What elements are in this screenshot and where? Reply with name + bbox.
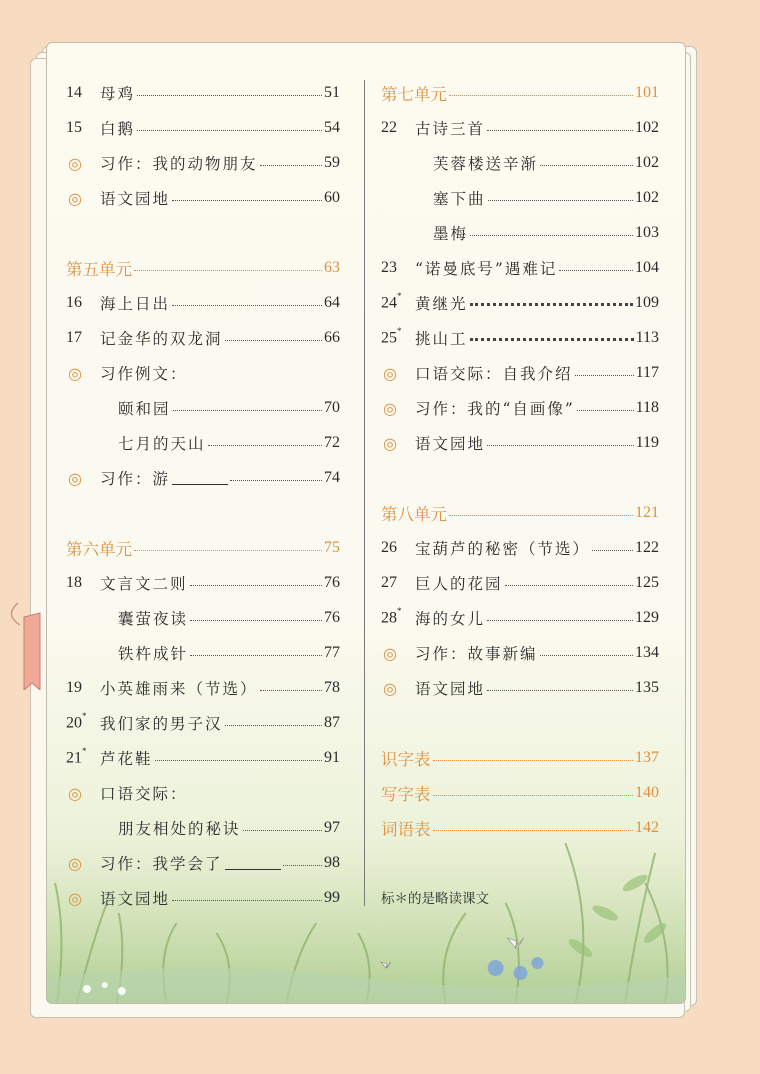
toc-entry[interactable]	[66, 465, 340, 491]
entry-title: 我们家的男子汉	[100, 715, 223, 733]
toc-entry[interactable]	[381, 185, 659, 211]
page-number: 51	[324, 84, 340, 101]
dot-leader	[208, 436, 322, 446]
skim-reading-star: *	[82, 746, 87, 757]
toc-unit-heading[interactable]	[381, 745, 659, 771]
dot-leader	[540, 646, 633, 656]
lesson-number-text: 17	[66, 329, 82, 346]
entry-title: 口语交际：	[100, 785, 188, 803]
skim-reading-star: *	[397, 326, 402, 337]
page-number: 103	[635, 224, 659, 241]
dot-leader	[487, 611, 633, 621]
toc-unit-heading[interactable]	[66, 535, 340, 561]
toc-entry[interactable]	[66, 780, 340, 806]
bullet-icon: ◎	[383, 678, 397, 698]
dot-leader	[155, 751, 322, 761]
toc-unit-heading[interactable]	[381, 815, 659, 841]
entry-title: 语文园地	[415, 435, 486, 453]
page-number: 135	[635, 679, 659, 696]
toc-entry[interactable]	[381, 640, 659, 666]
page-number: 119	[635, 434, 659, 451]
page-number: 121	[635, 504, 659, 521]
page-number: 142	[635, 819, 659, 836]
entry-title: 黄继光	[415, 295, 468, 313]
page-number: 91	[324, 749, 340, 766]
lesson-number-text: 23	[381, 259, 397, 276]
lesson-number-text: 27	[381, 574, 397, 591]
dot-leader	[137, 86, 322, 96]
entry-title: 第六单元	[66, 540, 132, 559]
lesson-number	[381, 574, 415, 592]
dot-leader	[470, 226, 633, 236]
entry-title: 第五单元	[66, 260, 132, 279]
page-number: 70	[324, 399, 340, 416]
page-number: 117	[635, 364, 659, 381]
toc-entry[interactable]	[381, 115, 659, 141]
entry-title: 小英雄雨来（节选）	[100, 680, 258, 698]
toc-unit-heading[interactable]	[381, 80, 659, 106]
dot-leader	[577, 401, 634, 411]
dot-leader	[487, 121, 633, 131]
bullet-icon: ◎	[383, 643, 397, 663]
page-number: 75	[324, 539, 340, 556]
page-number: 129	[635, 609, 659, 626]
entry-title: 习作：故事新编	[415, 645, 538, 663]
bullet-icon: ◎	[68, 783, 82, 803]
page-number: 101	[635, 84, 659, 101]
toc-entry[interactable]	[66, 675, 340, 701]
toc-entry[interactable]	[66, 80, 340, 106]
lesson-number-text: 26	[381, 539, 397, 556]
entry-title: 语文园地	[100, 190, 171, 208]
page-number: 140	[635, 784, 659, 801]
toc-entry[interactable]	[66, 115, 340, 141]
toc-entry[interactable]	[66, 640, 340, 666]
bullet-icon: ◎	[383, 398, 397, 418]
lesson-number	[66, 84, 100, 102]
toc-unit-heading[interactable]	[381, 500, 659, 526]
toc-entry[interactable]	[66, 570, 340, 596]
page-number: 102	[635, 154, 659, 171]
dot-leader	[260, 156, 322, 166]
entry-title: 识字表	[381, 750, 431, 769]
toc-unit-heading[interactable]	[66, 255, 340, 281]
page-number: 109	[635, 294, 659, 311]
toc-entry[interactable]	[381, 535, 659, 561]
page-number: 122	[635, 539, 659, 556]
toc-entry[interactable]	[66, 395, 340, 421]
lesson-number-text: 16	[66, 294, 82, 311]
bookmark-tag-icon	[10, 595, 50, 690]
entry-title: 第七单元	[381, 85, 447, 104]
lesson-number	[66, 679, 100, 697]
dot-leader	[134, 261, 322, 271]
toc-entry[interactable]	[381, 150, 659, 176]
dot-leader	[559, 261, 633, 271]
lesson-number-text: 21	[66, 749, 82, 767]
page-number: 137	[635, 749, 659, 766]
entry-title: 白鹅	[100, 120, 136, 138]
bullet-icon: ◎	[68, 363, 82, 383]
entry-title: 塞下曲	[433, 190, 486, 208]
lesson-number-text: 28	[381, 609, 397, 627]
page-number: 77	[324, 644, 340, 661]
entry-title: 词语表	[381, 820, 431, 839]
dot-leader	[449, 506, 633, 516]
toc-entry[interactable]	[381, 290, 659, 316]
page-number: 104	[635, 259, 659, 276]
toc-entry[interactable]	[381, 605, 659, 631]
page-number: 74	[324, 469, 340, 486]
dot-leader	[433, 786, 634, 796]
lesson-number	[66, 713, 100, 732]
lesson-number	[381, 119, 415, 137]
bullet-icon: ◎	[68, 188, 82, 208]
dot-leader	[225, 716, 322, 726]
dot-leader	[283, 856, 322, 866]
dot-leader	[433, 751, 634, 761]
entry-title: 写字表	[381, 785, 431, 804]
page-number: 98	[324, 854, 340, 871]
toc-entry[interactable]	[66, 360, 340, 386]
toc-entry[interactable]	[381, 570, 659, 596]
dot-leader	[190, 576, 322, 586]
entry-title: 文言文二则	[100, 575, 188, 593]
lesson-number-text: 14	[66, 84, 82, 101]
entry-title: 囊萤夜读	[118, 610, 189, 628]
entry-title: 记金华的双龙洞	[100, 330, 223, 348]
footnote: 标＊的是略读课文	[381, 891, 489, 907]
page-number: 63	[324, 259, 340, 276]
lesson-number	[66, 329, 100, 347]
toc-entry[interactable]	[66, 325, 340, 351]
dot-leader	[173, 401, 322, 411]
dot-leader	[575, 366, 634, 376]
page-number: 78	[324, 679, 340, 696]
entry-title: 挑山工	[415, 330, 468, 348]
entry-title: 语文园地	[415, 680, 486, 698]
lesson-number	[66, 574, 100, 592]
dot-leader	[488, 191, 633, 201]
lesson-number-text: 20	[66, 714, 82, 732]
page-number: 102	[635, 119, 659, 136]
entry-title: 习作例文：	[100, 365, 188, 383]
page-number: 125	[635, 574, 659, 591]
entry-title: 七月的天山	[118, 435, 206, 453]
dot-leader	[260, 681, 322, 691]
dot-leader	[470, 296, 633, 306]
dot-leader	[470, 331, 634, 341]
dot-leader	[137, 121, 322, 131]
bullet-icon: ◎	[383, 363, 397, 383]
dot-leader	[449, 86, 633, 96]
lesson-number	[381, 259, 415, 277]
toc-entry[interactable]	[381, 360, 659, 386]
lesson-number	[381, 539, 415, 557]
page-number: 87	[324, 714, 340, 731]
bullet-icon: ◎	[68, 853, 82, 873]
toc-entry[interactable]	[66, 430, 340, 456]
entry-title: 习作：我的动物朋友	[100, 155, 258, 173]
page-number: 118	[635, 399, 659, 416]
page-number: 99	[324, 889, 340, 906]
page-number: 97	[324, 819, 340, 836]
page-number: 54	[324, 119, 340, 136]
dot-leader	[487, 681, 633, 691]
page-number: 60	[324, 189, 340, 206]
entry-title: 语文园地	[100, 890, 171, 908]
lesson-number-text: 15	[66, 119, 82, 136]
toc-entry[interactable]	[66, 290, 340, 316]
fill-in-blank	[172, 471, 228, 485]
page-number: 76	[324, 574, 340, 591]
bullet-icon: ◎	[68, 153, 82, 173]
entry-title: 芦花鞋	[100, 750, 153, 768]
toc-entry[interactable]	[66, 150, 340, 176]
toc-entry[interactable]	[66, 605, 340, 631]
bullet-icon: ◎	[68, 888, 82, 908]
lesson-number-text: 22	[381, 119, 397, 136]
entry-title: 朋友相处的秘诀	[118, 820, 241, 838]
dot-leader	[225, 331, 322, 341]
toc-entry[interactable]	[66, 885, 340, 911]
entry-title: 古诗三首	[415, 120, 486, 138]
page-number: 113	[635, 329, 659, 346]
entry-title: 第八单元	[381, 505, 447, 524]
dot-leader	[487, 436, 634, 446]
skim-reading-star: *	[397, 606, 402, 617]
column-divider	[364, 80, 365, 906]
entry-title: 巨人的花园	[415, 575, 503, 593]
entry-title: 宝葫芦的秘密（节选）	[415, 540, 591, 558]
toc-entry[interactable]	[381, 255, 659, 281]
toc-entry[interactable]	[66, 815, 340, 841]
toc-entry[interactable]	[381, 675, 659, 701]
page-number: 102	[635, 189, 659, 206]
lesson-number	[66, 294, 100, 312]
page-number: 66	[324, 329, 340, 346]
dot-leader	[505, 576, 633, 586]
dot-leader	[540, 156, 633, 166]
entry-title: 母鸡	[100, 85, 136, 103]
skim-reading-star: *	[82, 711, 87, 722]
dot-leader	[134, 541, 322, 551]
entry-title: 海上日出	[100, 295, 171, 313]
page-number: 76	[324, 609, 340, 626]
toc-entry[interactable]	[66, 710, 340, 736]
toc-entry[interactable]	[381, 220, 659, 246]
lesson-number	[66, 748, 100, 767]
entry-title: 墨梅	[433, 225, 469, 243]
entry-title: 习作：游	[100, 470, 171, 488]
lesson-number	[381, 328, 415, 347]
lesson-number	[66, 119, 100, 137]
dot-leader	[172, 296, 322, 306]
toc-unit-heading[interactable]	[381, 780, 659, 806]
lesson-number	[381, 293, 415, 312]
dot-leader	[433, 821, 634, 831]
entry-title: 口语交际：自我介绍	[415, 365, 573, 383]
page-number: 64	[324, 294, 340, 311]
dot-leader	[243, 821, 322, 831]
lesson-number	[381, 608, 415, 627]
page-number: 59	[324, 154, 340, 171]
bullet-icon: ◎	[68, 468, 82, 488]
page-number: 72	[324, 434, 340, 451]
entry-title: 颐和园	[118, 400, 171, 418]
toc-entry[interactable]	[66, 850, 340, 876]
dot-leader	[190, 611, 322, 621]
entry-title: 习作：我的“自画像”	[415, 400, 575, 418]
entry-title: 海的女儿	[415, 610, 486, 628]
bullet-icon: ◎	[383, 433, 397, 453]
toc-entry[interactable]	[381, 395, 659, 421]
page-number: 134	[635, 644, 659, 661]
toc-entry[interactable]	[66, 185, 340, 211]
entry-title: 铁杵成针	[118, 645, 189, 663]
entry-title: 习作：我学会了	[100, 855, 223, 873]
entry-title: 芙蓉楼送辛渐	[433, 155, 539, 173]
toc-entry[interactable]	[66, 745, 340, 771]
dot-leader	[592, 541, 633, 551]
skim-reading-star: *	[397, 291, 402, 302]
toc-entry[interactable]	[381, 430, 659, 456]
dot-leader	[190, 646, 322, 656]
entry-title: “诺曼底号”遇难记	[415, 260, 558, 278]
fill-in-blank	[225, 856, 281, 870]
dot-leader	[172, 891, 322, 901]
lesson-number-text: 25	[381, 329, 397, 347]
dot-leader	[172, 191, 322, 201]
lesson-number-text: 18	[66, 574, 82, 591]
dot-leader	[230, 471, 322, 481]
lesson-number-text: 24	[381, 294, 397, 312]
lesson-number-text: 19	[66, 679, 82, 696]
toc-entry[interactable]	[381, 325, 659, 351]
